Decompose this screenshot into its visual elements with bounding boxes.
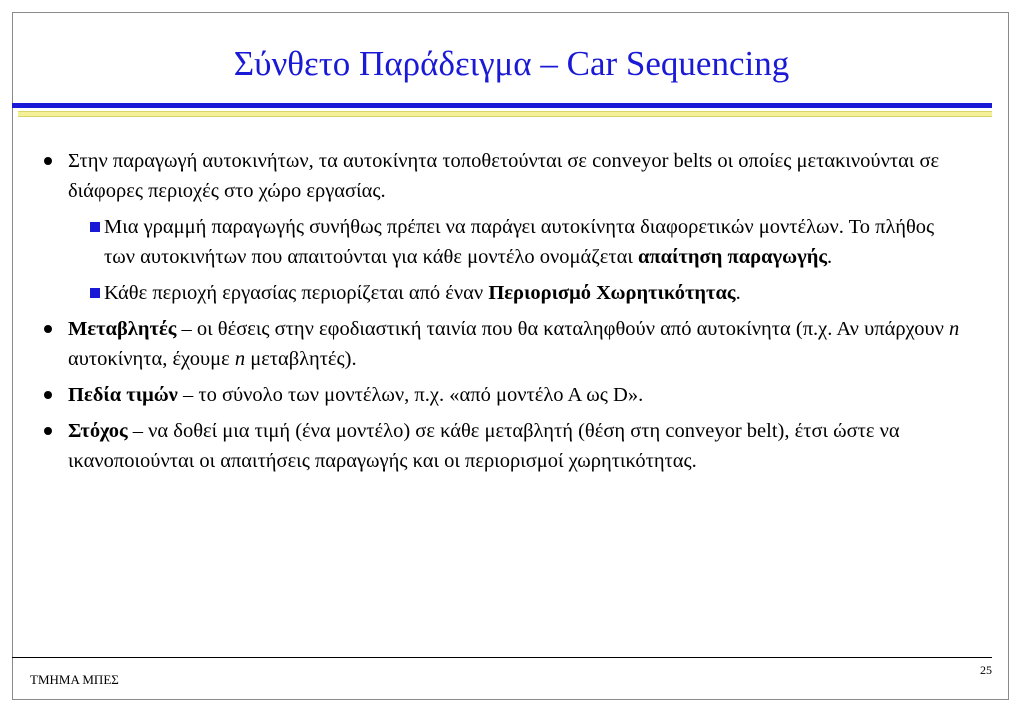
term-goal: Στόχος — [68, 420, 128, 442]
sub-bullet-text-end: . — [735, 282, 741, 304]
bullet-item-variables — [40, 314, 960, 374]
term-capacity-constraint: Περιορισμό Χωρητικότητας — [488, 282, 736, 304]
bullet-item-domains — [40, 380, 960, 410]
sub-bullet-text: Μια γραμμή παραγωγής συνήθως πρέπει να παράγει αυτοκίνητα διαφορετικών μοντέλων. Το πλήθος των αυτοκινήτων που απαιτούνται για κάθε μοντέλο ονομάζεται — [104, 216, 935, 268]
var-n: n — [234, 348, 246, 370]
slide-content — [40, 146, 960, 482]
bullet-text: Στην παραγωγή αυτοκινήτων, τα αυτοκίνητα τοποθετούνται σε conveyor belts οι οποίες μετακινούνται σε διάφορες περιοχές στο χώρο εργασίας. — [68, 150, 940, 202]
bullet-text: – το σύνολο των μοντέλων, π.χ. «από μοντέλο Α ως D». — [177, 384, 644, 406]
page-number: 25 — [980, 663, 992, 677]
bullet-dot-icon — [44, 427, 52, 435]
bullet-text: αυτοκίνητα, έχουμε — [68, 348, 235, 370]
title-rule-yellow — [18, 111, 992, 117]
bullet-dot-icon — [44, 325, 52, 333]
term-domains: Πεδία τιμών — [68, 384, 178, 406]
bullet-dot-icon — [44, 157, 52, 165]
footer-rule — [12, 657, 992, 658]
bullet-item-production — [40, 146, 960, 206]
bullet-square-icon — [90, 288, 100, 298]
sub-bullet-text: Κάθε περιοχή εργασίας περιορίζεται από έναν — [104, 282, 489, 304]
term-production-demand: απαίτηση παραγωγής — [637, 246, 827, 268]
bullet-text: – οι θέσεις στην εφοδιαστική ταινία που θα καταληφθούν από αυτοκίνητα (π.χ. Αν υπάρχουν — [176, 318, 949, 340]
footer-department: ΤΜΗΜΑ ΜΠΕΣ — [30, 672, 119, 687]
sub-bullet-item-demand — [40, 212, 960, 272]
var-n: n — [949, 318, 960, 340]
slide-title: Σύνθετο Παράδειγμα – Car Sequencing — [233, 44, 790, 83]
sub-bullet-text-end: . — [827, 246, 833, 268]
bullet-dot-icon — [44, 391, 52, 399]
term-variables: Μεταβλητές — [68, 318, 177, 340]
bullet-text: – να δοθεί μια τιμή (ένα μοντέλο) σε κάθε μεταβλητή (θέση στη conveyor belt), έτσι ώστε να ικανοποιούνται οι απαιτήσεις παραγωγής και οι περιορισμοί χωρητικότητας. — [68, 420, 900, 472]
title-rule-blue — [12, 103, 992, 108]
bullet-item-goal — [40, 416, 960, 476]
sub-bullet-item-capacity — [40, 278, 960, 308]
bullet-text: μεταβλητές). — [245, 348, 357, 370]
bullet-square-icon — [90, 222, 100, 232]
